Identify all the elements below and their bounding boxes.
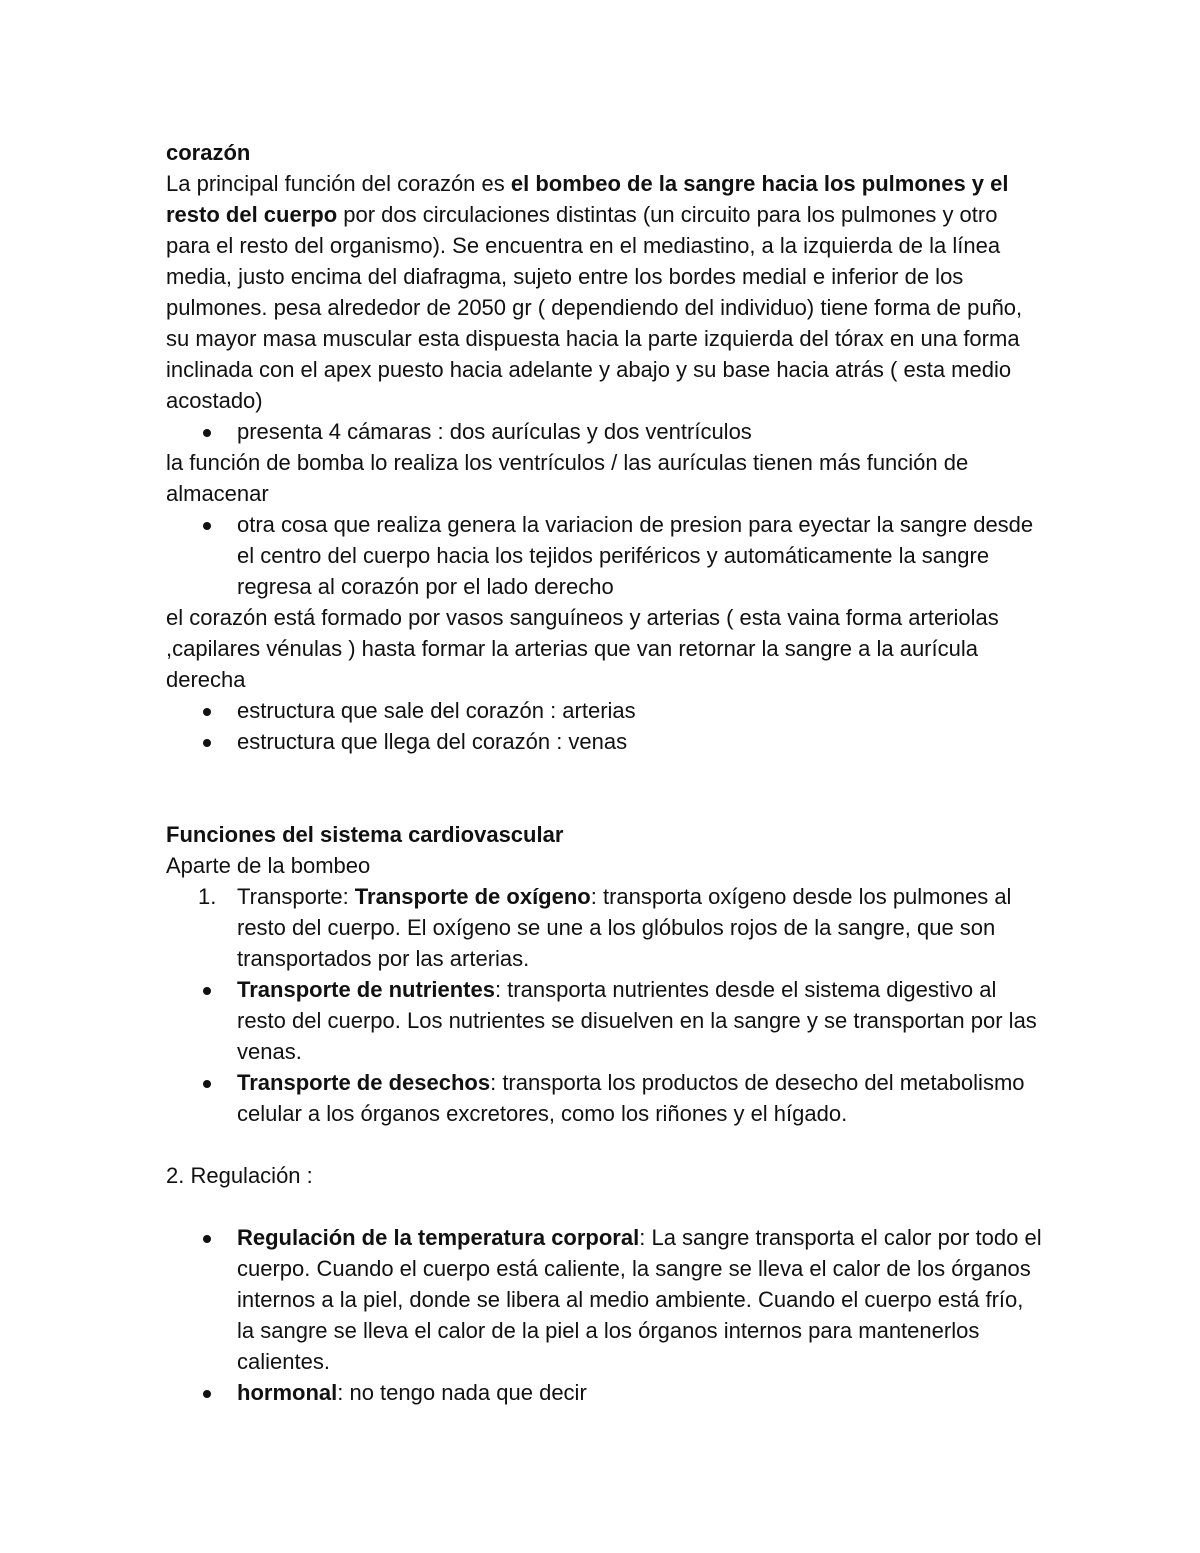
regulation-heading: 2. Regulación : [166, 1163, 313, 1188]
paragraph-spacer [166, 1129, 1046, 1160]
list-item: Transporte de desechos: transporta los productos de desecho del metabolismo celular a los órganos excretores, como los riñones y el hígado. [166, 1067, 1046, 1129]
heart-bullets-2 [166, 509, 1046, 602]
paragraph-spacer [166, 1191, 1046, 1222]
functions-section [166, 819, 1046, 1408]
regulation-list [166, 1222, 1046, 1408]
heart-intro-emphasis: el bombeo de la sangre hacia los pulmones y el resto del cuerpo [166, 171, 1009, 227]
pump-paragraph: la función de bomba lo realiza los ventrículos / las aurículas tienen más función de almacenar [166, 450, 969, 506]
numbered-item-transport: 1. Transporte: Transporte de oxígeno: transporta oxígeno desde los pulmones al resto del cuerpo. El oxígeno se une a los glóbulos rojos de la sangre, que son transportados por las arterias. [166, 881, 1046, 974]
functions-title: Funciones del sistema cardiovascular [166, 822, 564, 847]
heart-bullets-3 [166, 695, 1046, 757]
document-content [166, 137, 1046, 1408]
section-spacer [166, 757, 1046, 819]
heart-bullets-1 [166, 416, 1046, 447]
list-item: Regulación de la temperatura corporal: La sangre transporta el calor por todo el cuerpo. Cuando el cuerpo está caliente, la sangre se lleva el calor de los órganos internos a la piel, donde se libera al medio ambiente. Cuando el cuerpo está frío, la sangre se lleva el calor de la piel a los órganos internos para mantenerlos calientes. [166, 1222, 1046, 1377]
vessels-paragraph: el corazón está formado por vasos sanguíneos y arterias ( esta vaina forma arteriolas ,capilares vénulas ) hasta formar la arterias que van retornar la sangre a la aurícula derecha [166, 605, 999, 692]
list-item: estructura que llega del corazón : venas [166, 726, 1046, 757]
heart-intro-paragraph: La principal función del corazón es el bombeo de la sangre hacia los pulmones y el resto del cuerpo por dos circulaciones distintas (un circuito para los pulmones y otro para el resto del organismo). Se encuentra en el mediastino, a la izquierda de la línea media, justo encima del diafragma, sujeto entre los bordes medial e inferior de los pulmones. pesa alrededor de 2050 gr ( dependiendo del individuo) tiene forma de puño, su mayor masa muscular esta dispuesta hacia la parte izquierda del tórax en una forma inclinada con el apex puesto hacia adelante y abajo y su base hacia atrás ( esta medio acostado) [166, 171, 1023, 413]
item-number: 1. [198, 884, 217, 909]
list-item: estructura que sale del corazón : arterias [166, 695, 1046, 726]
functions-subtitle: Aparte de la bombeo [166, 853, 371, 878]
heart-section [166, 137, 1046, 757]
list-item: otra cosa que realiza genera la variacion de presion para eyectar la sangre desde el centro del cuerpo hacia los tejidos periféricos y automáticamente la sangre regresa al corazón por el lado derecho [166, 509, 1046, 602]
transport-list [166, 881, 1046, 1129]
list-item: Transporte de nutrientes: transporta nutrientes desde el sistema digestivo al resto del cuerpo. Los nutrientes se disuelven en la sangre y se transportan por las venas. [166, 974, 1046, 1067]
heart-title: corazón [166, 140, 251, 165]
list-item: hormonal: no tengo nada que decir [166, 1377, 1046, 1408]
list-item: presenta 4 cámaras : dos aurículas y dos ventrículos [166, 416, 1046, 447]
